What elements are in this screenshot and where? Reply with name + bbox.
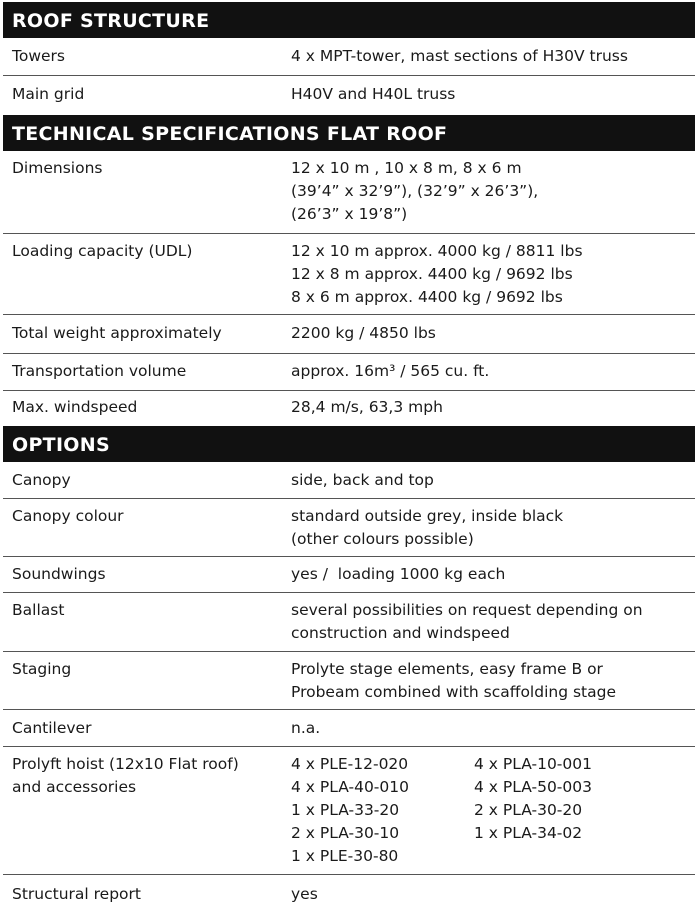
spec-value: 4 x MPT-tower, mast sections of H30V truss — [291, 47, 628, 65]
section-technical-specifications — [3, 115, 695, 426]
spec-label: Towers — [12, 47, 65, 65]
section-header: ROOF STRUCTURE — [3, 2, 695, 38]
section-options — [3, 426, 695, 911]
spec-label: Staging — [12, 660, 72, 678]
hoist-parts-column-2 — [474, 753, 695, 874]
spec-label: Structural report — [12, 885, 141, 903]
spec-row-cantilever — [3, 710, 695, 747]
spec-value: yes — [291, 885, 318, 903]
spec-label: Max. windspeed — [12, 398, 138, 416]
spec-label: Soundwings — [12, 565, 106, 583]
hoist-parts-column-1 — [291, 753, 474, 874]
hoist-part: 2 x PLA-30-10 — [291, 824, 400, 842]
spec-row-staging — [3, 652, 695, 710]
section-header: OPTIONS — [3, 426, 695, 462]
spec-row-prolyft-hoist — [3, 747, 695, 875]
section-roof-structure — [3, 2, 695, 115]
spec-sheet — [3, 2, 695, 911]
spec-value: 28,4 m/s, 63,3 mph — [291, 398, 443, 416]
spec-value: side, back and top — [291, 471, 434, 489]
spec-row-transportation-volume — [3, 354, 695, 391]
spec-row-main-grid — [3, 76, 695, 115]
hoist-part: 1 x PLA-34-02 — [474, 824, 583, 842]
hoist-part: 4 x PLE-12-020 — [291, 755, 409, 773]
section-header: TECHNICAL SPECIFICATIONS FLAT ROOF — [3, 115, 695, 151]
spec-row-dimensions — [3, 151, 695, 234]
hoist-part: 4 x PLA-10-001 — [474, 755, 592, 773]
spec-value: several possibilities on request depending on construction and windspeed — [291, 601, 643, 642]
spec-label: Cantilever — [12, 719, 92, 737]
hoist-parts-list — [291, 753, 695, 874]
spec-label: Ballast — [12, 601, 65, 619]
spec-value: yes / loading 1000 kg each — [291, 565, 506, 583]
spec-row-total-weight — [3, 315, 695, 354]
spec-value: standard outside grey, inside black (other colours possible) — [291, 507, 564, 548]
spec-row-max-windspeed — [3, 391, 695, 426]
spec-row-canopy-colour — [3, 499, 695, 557]
hoist-part: 2 x PLA-30-20 — [474, 801, 583, 819]
hoist-part: 1 x PLE-30-80 — [291, 847, 399, 865]
spec-value: H40V and H40L truss — [291, 85, 456, 103]
spec-row-structural-report — [3, 875, 695, 911]
spec-label: Loading capacity (UDL) — [12, 242, 193, 260]
spec-label: Canopy — [12, 471, 71, 489]
hoist-part: 4 x PLA-40-010 — [291, 778, 409, 796]
spec-row-ballast — [3, 593, 695, 652]
spec-value: 12 x 10 m , 10 x 8 m, 8 x 6 m (39’4” x 32’9”), (32’9” x 26’3”), (26’3” x 19’8”) — [291, 159, 539, 223]
spec-row-loading-capacity — [3, 234, 695, 315]
spec-value: Prolyte stage elements, easy frame B or Probeam combined with scaffolding stage — [291, 660, 617, 701]
spec-label: Transportation volume — [12, 362, 187, 380]
spec-row-towers — [3, 38, 695, 76]
hoist-part: 1 x PLA-33-20 — [291, 801, 400, 819]
spec-value: n.a. — [291, 719, 321, 737]
spec-value: 12 x 10 m approx. 4000 kg / 8811 lbs 12 x 8 m approx. 4400 kg / 9692 lbs 8 x 6 m approx. 4400 kg / 9692 lbs — [291, 242, 583, 306]
spec-value: 2200 kg / 4850 lbs — [291, 324, 436, 342]
spec-row-soundwings — [3, 557, 695, 593]
spec-label: Main grid — [12, 85, 85, 103]
spec-value: approx. 16m³ / 565 cu. ft. — [291, 362, 490, 380]
hoist-part: 4 x PLA-50-003 — [474, 778, 592, 796]
spec-row-canopy — [3, 462, 695, 499]
spec-label: Canopy colour — [12, 507, 124, 525]
spec-label: Total weight approximately — [12, 324, 222, 342]
spec-label: Dimensions — [12, 159, 103, 177]
spec-label: Prolyft hoist (12x10 Flat roof) and accessories — [12, 755, 239, 796]
